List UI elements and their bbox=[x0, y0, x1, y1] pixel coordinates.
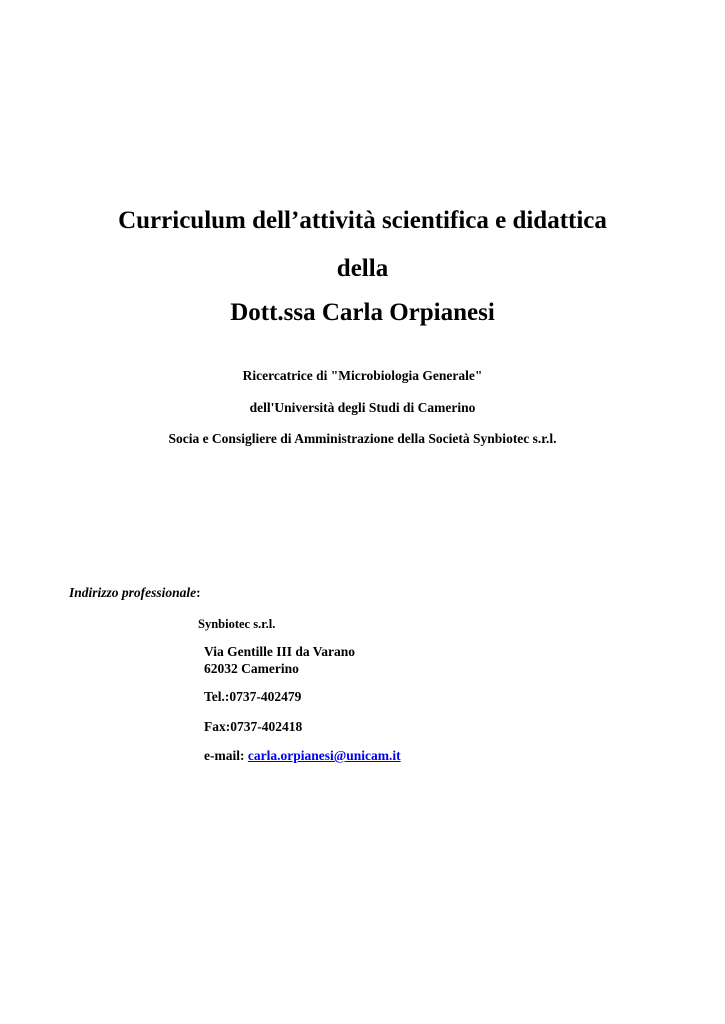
address-company: Synbiotec s.r.l. bbox=[198, 617, 276, 631]
address-heading-label: Indirizzo professionale bbox=[69, 585, 197, 600]
role-company-board: Socia e Consigliere di Amministrazione della Società Synbiotec s.r.l. bbox=[168, 431, 557, 446]
address-heading bbox=[69, 584, 201, 601]
address-email bbox=[204, 747, 401, 764]
address-fax: Fax:0737-402418 bbox=[204, 719, 303, 734]
address-telephone: Tel.:0737-402479 bbox=[204, 689, 302, 704]
email-label: e-mail: bbox=[204, 748, 248, 763]
title-line-2: della bbox=[336, 255, 389, 282]
title-line-1: Curriculum dell’attività scientifica e didattica bbox=[118, 207, 607, 234]
role-researcher: Ricercatrice di "Microbiologia Generale" bbox=[242, 368, 483, 383]
email-link[interactable]: carla.orpianesi@unicam.it bbox=[247, 748, 401, 763]
address-heading-colon: : bbox=[196, 585, 201, 600]
title-line-3-name: Dott.ssa Carla Orpianesi bbox=[230, 299, 495, 326]
address-city: 62032 Camerino bbox=[204, 661, 299, 676]
address-street: Via Gentille III da Varano bbox=[204, 644, 356, 659]
role-university: dell'Università degli Studi di Camerino bbox=[249, 400, 476, 415]
